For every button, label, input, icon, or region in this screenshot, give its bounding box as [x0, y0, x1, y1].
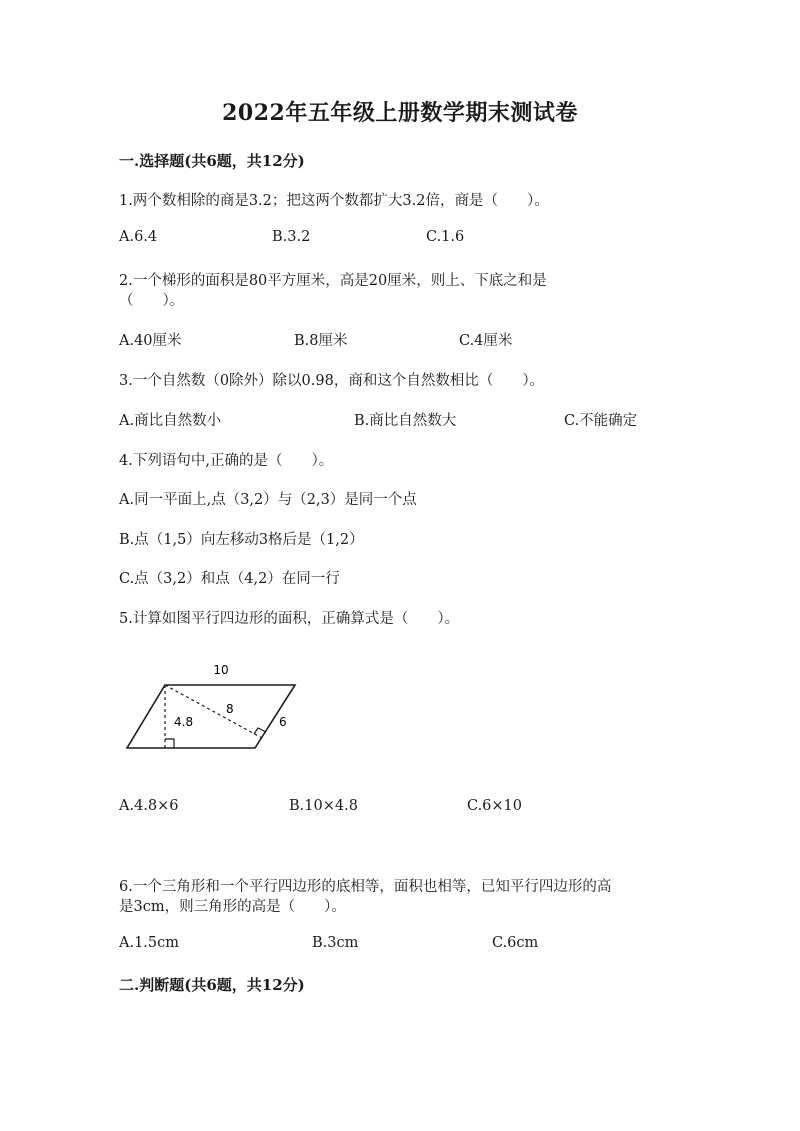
side-length-label: 6 — [279, 715, 287, 729]
question-2-option-b: B.8厘米 — [294, 333, 348, 349]
question-5-option-c: C.6×10 — [467, 798, 523, 814]
base-right-angle-mark — [165, 739, 174, 748]
question-4-option-b: B.点（1,5）向左移动3格后是（1,2） — [119, 532, 364, 548]
question-1-option-b: B.3.2 — [272, 229, 311, 245]
question-2-option-c: C.4厘米 — [459, 333, 513, 349]
question-1-option-c: C.1.6 — [426, 229, 465, 245]
question-6-option-a: A.1.5cm — [119, 935, 180, 951]
question-5-option-b: B.10×4.8 — [289, 798, 358, 814]
diagonal-height-label: 8 — [226, 702, 234, 716]
section-heading-choice: 一.选择题(共6题，共12分) — [119, 152, 305, 170]
question-6-option-c: C.6cm — [492, 935, 539, 951]
question-6-option-b: B.3cm — [312, 935, 359, 951]
question-3-option-b: B.商比自然数大 — [354, 413, 457, 429]
height-label: 4.8 — [174, 715, 194, 729]
question-4-option-c: C.点（3,2）和点（4,2）在同一行 — [119, 571, 340, 587]
question-2-option-a: A.40厘米 — [119, 333, 182, 349]
question-2-text-line-1: 2.一个梯形的面积是80平方厘米，高是20厘米，则上、下底之和是 — [119, 273, 547, 289]
parallelogram-figure — [110, 650, 320, 760]
question-3-option-a: A.商比自然数小 — [119, 413, 222, 429]
page-title: 2022年五年级上册数学期末测试卷 — [222, 100, 578, 126]
perpendicular-dashed-line — [165, 685, 262, 738]
question-1-option-a: A.6.4 — [119, 229, 158, 245]
question-4-option-a: A.同一平面上,点（3,2）与（2,3）是同一个点 — [119, 492, 417, 508]
question-5-option-a: A.4.8×6 — [119, 798, 179, 814]
question-4-text: 4.下列语句中,正确的是（ ）。 — [119, 453, 334, 469]
question-6-text-line-1: 6.一个三角形和一个平行四边形的底相等，面积也相等，已知平行四边形的高 — [119, 879, 612, 895]
question-2-text-line-2: （ ）。 — [119, 293, 185, 309]
question-5-text: 5.计算如图平行四边形的面积，正确算式是（ ）。 — [119, 611, 460, 627]
question-1-text: 1.两个数相除的商是3.2；把这两个数都扩大3.2倍，商是（ ）。 — [119, 193, 549, 209]
top-length-label: 10 — [213, 663, 229, 677]
parallelogram-shape — [127, 685, 295, 748]
question-6-text-line-2: 是3cm，则三角形的高是（ ）。 — [119, 899, 346, 915]
section-heading-true-false: 二.判断题(共6题，共12分) — [119, 976, 305, 994]
question-3-option-c: C.不能确定 — [564, 413, 638, 429]
question-3-text: 3.一个自然数（0除外）除以0.98，商和这个自然数相比（ ）。 — [119, 373, 545, 389]
